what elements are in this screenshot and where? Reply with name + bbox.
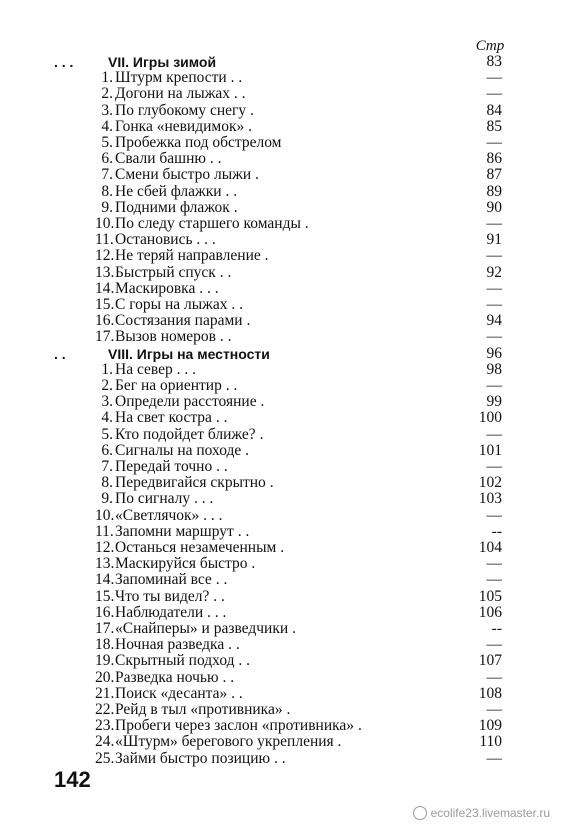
entry-title: Быстрый спуск: [115, 263, 216, 281]
leader-dots: .: [260, 247, 269, 265]
entry-page: 87: [486, 166, 502, 184]
entry-title: Наблюдатели: [115, 603, 204, 621]
entry-title: Вызов номеров: [115, 328, 216, 346]
entry-number: 8.: [101, 474, 113, 492]
entry-page: —: [486, 425, 502, 443]
toc-entry: [0, 362, 562, 378]
entry-page: —: [486, 571, 502, 589]
toc-entry: [0, 200, 562, 216]
entry-title: Что ты видел?: [115, 587, 210, 605]
entry-title: Запоминай все: [115, 571, 212, 589]
entry-title: Подними флажок: [115, 198, 230, 216]
entry-number: 2.: [101, 377, 113, 394]
entry-page: 109: [478, 717, 502, 735]
page-column-header: Стр: [475, 38, 505, 54]
toc-entry: [0, 281, 562, 297]
entry-number: 8.: [101, 182, 113, 200]
entry-title: Рейд в тыл «противника»: [115, 701, 283, 718]
entry-page: —: [486, 134, 502, 151]
entry-title: По сигналу: [115, 490, 191, 508]
toc-entry: [0, 702, 562, 718]
toc-entry: [0, 653, 562, 669]
leader-dots: . .: [218, 668, 235, 686]
entry-page: —: [486, 668, 502, 686]
toc-entry: [0, 70, 562, 86]
toc-entry: [0, 135, 562, 151]
leader-dots: . .: [270, 749, 286, 767]
entry-page: 89: [486, 182, 502, 200]
entry-page: 99: [486, 393, 502, 411]
entry-title: Определи расстояние: [115, 393, 257, 411]
toc-entry: [0, 167, 562, 183]
toc-entry: [0, 103, 562, 119]
toc-entry: [0, 232, 562, 248]
leader-dots: . .: [233, 522, 250, 540]
toc-entry: [0, 605, 562, 621]
entry-page: —: [486, 458, 502, 475]
toc-entry: [0, 556, 562, 572]
leader-dots: . . .: [195, 279, 219, 297]
toc-entry: [0, 265, 562, 281]
leader-dots: . . .: [199, 506, 223, 524]
entry-title: Останься незамеченным: [115, 539, 277, 556]
entry-title: Передвигайся скрытно: [115, 474, 266, 492]
leader-dots: .: [247, 555, 256, 573]
entry-number: 13.: [95, 555, 115, 573]
entry-title: Запомни маршрут: [115, 522, 234, 540]
entry-number: 13.: [95, 263, 115, 281]
toc-entry: [0, 410, 562, 426]
leader-dots: . .: [216, 328, 232, 346]
leader-dots: . . .: [54, 54, 74, 70]
entry-number: 21.: [95, 684, 115, 702]
entry-page: —: [486, 377, 502, 394]
entry-number: 18.: [95, 636, 115, 654]
entry-title: Гонка «невидимок»: [115, 117, 245, 135]
entry-number: 10.: [95, 506, 115, 524]
entry-number: 12.: [95, 539, 115, 556]
entry-page: 91: [486, 231, 502, 249]
toc-entry: [0, 508, 562, 524]
leader-dots: .: [242, 312, 251, 330]
entry-title: Остановись: [115, 231, 193, 249]
entry-page: —: [486, 279, 502, 297]
entry-number: 17.: [95, 328, 115, 346]
entry-page: 105: [478, 587, 502, 605]
section-title: VII. Игры зимой: [108, 54, 217, 70]
entry-page: 107: [478, 652, 502, 670]
entry-page: 90: [486, 198, 502, 216]
entry-title: Не теряй направление: [115, 247, 261, 265]
toc-entry: [0, 734, 562, 750]
entry-page: 106: [478, 603, 502, 621]
toc-entry: [0, 459, 562, 475]
entry-title: Догони на лыжах: [115, 85, 231, 103]
entry-number: 14.: [95, 279, 115, 297]
entry-title: Скрытный подход: [115, 652, 235, 670]
leader-dots: . .: [205, 150, 222, 168]
entry-number: 5.: [101, 425, 113, 443]
entry-title: Поиск «десанта»: [115, 684, 228, 702]
leader-dots: .: [333, 733, 342, 751]
entry-page: 101: [478, 441, 502, 459]
toc-entry: [0, 589, 562, 605]
entry-title: Ночная разведка: [115, 636, 225, 654]
entry-number: 11.: [95, 231, 114, 249]
toc-entry: [0, 329, 562, 345]
leader-dots: . . .: [203, 603, 227, 621]
leader-dots: . .: [221, 377, 238, 394]
leader-dots: .: [246, 101, 254, 119]
entry-number: 1.: [101, 360, 113, 378]
entry-number: 4.: [101, 117, 113, 135]
entry-page: —: [486, 247, 502, 265]
entry-title: Состязания парами: [115, 312, 243, 330]
toc-entry: [0, 491, 562, 507]
watermark-logo-icon: [413, 806, 427, 820]
toc-section-heading: [0, 54, 562, 70]
entry-page: —: [486, 215, 502, 232]
entry-title: Займи быстро позицию: [115, 749, 271, 767]
leader-dots: .: [300, 215, 309, 232]
entry-title: Разведка ночью: [115, 668, 219, 686]
entry-number: 19.: [95, 652, 115, 670]
entry-title: «Снайперы» и разведчики: [115, 620, 289, 637]
entry-page: —: [486, 328, 502, 346]
toc-section-heading: [0, 346, 562, 362]
entry-page: 92: [486, 263, 502, 281]
entry-number: 12.: [95, 247, 115, 265]
entry-number: 17.: [95, 620, 115, 637]
entry-title: Штурм крепости: [115, 69, 227, 87]
entry-page: 104: [478, 539, 502, 556]
entry-title: Бег на ориентир: [115, 377, 222, 394]
entry-title: На свет костра: [115, 409, 212, 427]
toc-entry: [0, 248, 562, 264]
entry-page: —: [486, 701, 502, 718]
entry-page: —: [486, 506, 502, 524]
entry-number: 24.: [95, 733, 115, 751]
entry-page: --: [491, 522, 502, 540]
entry-number: 9.: [101, 490, 113, 508]
entry-number: 16.: [95, 603, 115, 621]
toc-entry: [0, 184, 562, 200]
leader-dots: . .: [211, 409, 228, 427]
entry-number: 9.: [101, 198, 113, 216]
entry-title: С горы на лыжах: [115, 296, 228, 313]
entry-page: 94: [486, 312, 502, 330]
entry-page: —: [486, 69, 502, 87]
leader-dots: .: [255, 425, 264, 443]
toc-entry: [0, 572, 562, 588]
entry-page: 84: [486, 101, 502, 119]
toc-entry: [0, 151, 562, 167]
toc-entry: [0, 670, 562, 686]
leader-dots: . .: [221, 182, 238, 200]
toc-entry: [0, 394, 562, 410]
leader-dots: . .: [54, 345, 66, 362]
entry-title: Маскируйся быстро: [115, 555, 248, 573]
toc-entry: [0, 524, 562, 540]
entry-number: 1.: [101, 69, 113, 87]
section-title: VIII. Игры на местности: [108, 345, 270, 362]
entry-page: —: [486, 296, 502, 313]
leader-dots: .: [241, 441, 250, 459]
leader-dots: . .: [212, 458, 228, 475]
toc-entry: [0, 540, 562, 556]
toc-entry: [0, 427, 562, 443]
leader-dots: .: [354, 717, 362, 735]
entry-title: Пробежка под обстрелом: [115, 134, 282, 151]
entry-number: 10.: [95, 215, 115, 232]
watermark: [413, 806, 550, 820]
toc-entry: [0, 119, 562, 135]
leader-dots: .: [282, 701, 291, 718]
toc-entry: [0, 86, 562, 102]
entry-title: «Светлячок»: [115, 506, 200, 524]
leader-dots: .: [265, 474, 274, 492]
toc-entry: [0, 686, 562, 702]
leader-dots: . .: [211, 571, 228, 589]
entry-number: 20.: [95, 668, 115, 686]
toc-entry: [0, 637, 562, 653]
page-number: 142: [54, 767, 91, 792]
entry-title: Пробеги через заслон «противника»: [115, 717, 355, 735]
toc-entry: [0, 313, 562, 329]
entry-page: —: [486, 555, 502, 573]
entry-number: 25.: [95, 749, 115, 767]
entry-title: Сигналы на походе: [115, 441, 242, 459]
entry-title: Свали башню: [115, 150, 206, 168]
entry-page: 100: [478, 409, 502, 427]
entry-page: 108: [478, 684, 502, 702]
leader-dots: . . .: [192, 231, 216, 249]
section-page: 83: [486, 53, 502, 70]
leader-dots: . .: [215, 263, 232, 281]
leader-dots: . .: [227, 684, 243, 702]
entry-number: 5.: [101, 134, 113, 151]
entry-number: 3.: [101, 101, 113, 119]
entry-number: 22.: [95, 701, 115, 718]
entry-number: 7.: [101, 166, 113, 184]
entry-title: По следу старшего команды: [115, 215, 301, 232]
leader-dots: . .: [226, 69, 243, 87]
entry-number: 15.: [95, 296, 115, 313]
entry-page: 103: [478, 490, 502, 508]
entry-page: 85: [486, 117, 502, 135]
leader-dots: .: [244, 117, 253, 135]
watermark-text: ecolife23.livemaster.ru: [430, 806, 550, 820]
leader-dots: .: [256, 393, 265, 411]
toc-entry: [0, 378, 562, 394]
entry-number: 7.: [101, 458, 113, 475]
entry-number: 3.: [101, 393, 113, 411]
entry-title: Не сбей флажки: [115, 182, 222, 200]
leader-dots: . .: [230, 85, 246, 103]
toc-entry: [0, 216, 562, 232]
leader-dots: . .: [224, 636, 240, 654]
entry-title: По глубокому снегу: [115, 101, 247, 119]
toc-entry: [0, 443, 562, 459]
entry-title: Кто подойдет ближе?: [115, 425, 256, 443]
entry-number: 2.: [101, 85, 113, 103]
entry-number: 16.: [95, 312, 115, 330]
leader-dots: .: [229, 198, 238, 216]
toc-entry: [0, 751, 562, 767]
entry-title: Смени быстро лыжи: [115, 166, 252, 184]
entry-number: 6.: [101, 441, 113, 459]
entry-page: —: [486, 749, 502, 767]
leader-dots: .: [276, 539, 285, 556]
entry-title: На север: [115, 360, 173, 378]
leader-dots: .: [251, 166, 259, 184]
leader-dots: . . .: [190, 490, 214, 508]
leader-dots: . .: [209, 587, 225, 605]
entry-number: 6.: [101, 150, 113, 168]
entry-number: 23.: [95, 717, 115, 735]
entry-number: 15.: [95, 587, 115, 605]
leader-dots: . . .: [172, 360, 197, 378]
entry-page: 102: [478, 474, 502, 492]
toc-entry: [0, 475, 562, 491]
entry-page: —: [486, 636, 502, 654]
leader-dots: .: [288, 620, 296, 637]
entry-page: 110: [479, 733, 502, 751]
entry-title: «Штурм» берегового укрепления: [115, 733, 334, 751]
entry-page: 98: [486, 360, 502, 378]
toc-entry: [0, 718, 562, 734]
entry-number: 11.: [95, 522, 114, 540]
leader-dots: . .: [227, 296, 244, 313]
entry-page: —: [486, 85, 502, 103]
entry-number: 4.: [101, 409, 113, 427]
entry-page: 86: [486, 150, 502, 168]
toc-entry: [0, 621, 562, 637]
entry-number: 14.: [95, 571, 115, 589]
entry-title: Передай точно: [115, 458, 213, 475]
section-page: 96: [486, 344, 502, 362]
toc-entry: [0, 297, 562, 313]
entry-title: Маскировка: [115, 279, 196, 297]
entry-page: --: [491, 620, 502, 637]
leader-dots: . .: [234, 652, 251, 670]
